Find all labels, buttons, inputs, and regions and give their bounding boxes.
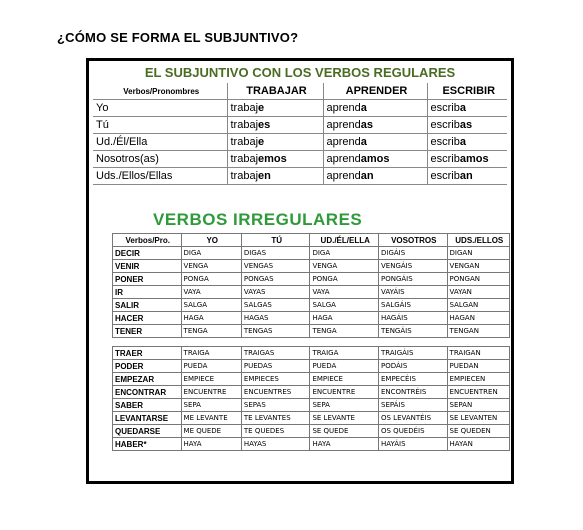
conjugation-cell: TRAIGAN xyxy=(447,347,509,360)
table-row xyxy=(93,134,507,151)
irregular-verbs-table xyxy=(112,233,510,451)
header-cell: YO xyxy=(181,234,241,247)
verb-cell: ENCONTRAR xyxy=(113,386,182,399)
table-row xyxy=(113,299,510,312)
conjugation-cell: PONGA xyxy=(310,273,379,286)
verb-cell: SABER xyxy=(113,399,182,412)
conjugation-cell: EMPIECE xyxy=(310,373,379,386)
table-row xyxy=(113,386,510,399)
conjugation-cell: ENCUENTRES xyxy=(241,386,310,399)
verb-cell: HABER* xyxy=(113,438,182,451)
table-row xyxy=(113,360,510,373)
conjugation-cell: VENGAS xyxy=(241,260,310,273)
trabajar-cell xyxy=(227,134,323,151)
conjugation-cell: HAYA xyxy=(310,438,379,451)
conjugation-cell: EMPIECE xyxy=(181,373,241,386)
conjugation-cell: SE QUEDEN xyxy=(447,425,509,438)
conjugation-cell: VENGÁIS xyxy=(379,260,448,273)
regular-verbs-table xyxy=(93,83,507,185)
verb-ending: an xyxy=(459,170,473,182)
conjugation-cell: EMPECÉIS xyxy=(379,373,448,386)
verb-ending: es xyxy=(258,119,271,131)
verb-stem: escrib xyxy=(430,153,460,165)
conjugation-cell: OS QUEDÉIS xyxy=(379,425,448,438)
header-cell: TRABAJAR xyxy=(227,83,323,100)
conjugation-cell: TRAIGA xyxy=(181,347,241,360)
conjugation-cell: TE QUEDES xyxy=(241,425,310,438)
regular-verbs-title: EL SUBJUNTIVO CON LOS VERBOS REGULARES xyxy=(144,65,456,80)
conjugation-cell: ME QUEDE xyxy=(181,425,241,438)
irregular-verbs-title: VERBOS IRREGULARES xyxy=(153,210,363,229)
conjugation-cell: PUEDA xyxy=(310,360,379,373)
table-row xyxy=(93,151,507,168)
header-cell: Verbos/Pronombres xyxy=(93,83,227,100)
pronoun-cell: Yo xyxy=(93,100,227,117)
verb-ending: a xyxy=(360,102,367,114)
escribir-cell xyxy=(427,117,507,134)
table-row xyxy=(113,399,510,412)
conjugation-cell: TRAIGAS xyxy=(241,347,310,360)
conjugation-cell: VAYÁIS xyxy=(379,286,448,299)
verb-ending: an xyxy=(360,170,374,182)
conjugation-cell: DIGAS xyxy=(241,247,310,260)
header-cell: ESCRIBIR xyxy=(427,83,507,100)
trabajar-cell xyxy=(227,100,323,117)
header-cell: TÚ xyxy=(241,234,310,247)
verb-ending: a xyxy=(459,102,466,114)
aprender-cell xyxy=(323,134,427,151)
conjugation-cell: ME LEVANTE xyxy=(181,412,241,425)
conjugation-cell: EMPIECEN xyxy=(447,373,509,386)
regular-header-row xyxy=(93,83,507,100)
verb-ending: en xyxy=(258,170,271,182)
escribir-cell xyxy=(427,100,507,117)
verb-stem: aprend xyxy=(326,170,361,182)
table-row xyxy=(113,312,510,325)
conjugation-cell: TRAIGA xyxy=(310,347,379,360)
conjugation-cell: DIGAN xyxy=(447,247,509,260)
conjugation-cell: PODÁIS xyxy=(379,360,448,373)
verb-stem: aprend xyxy=(326,153,361,165)
conjugation-cell: PUEDAN xyxy=(447,360,509,373)
verb-ending: amos xyxy=(459,153,489,165)
conjugation-cell: TE LEVANTES xyxy=(241,412,310,425)
verb-ending: e xyxy=(258,102,265,114)
verb-ending: as xyxy=(459,119,473,131)
conjugation-cell: HAYAS xyxy=(241,438,310,451)
page-title: ¿CÓMO SE FORMA EL SUBJUNTIVO? xyxy=(57,30,299,45)
subjunctive-chart xyxy=(86,58,514,484)
verb-cell: SALIR xyxy=(113,299,182,312)
conjugation-cell: SALGAN xyxy=(447,299,509,312)
trabajar-cell xyxy=(227,168,323,185)
conjugation-cell: SALGÁIS xyxy=(379,299,448,312)
trabajar-cell xyxy=(227,117,323,134)
conjugation-cell: DIGÁIS xyxy=(379,247,448,260)
conjugation-cell: DIGA xyxy=(310,247,379,260)
conjugation-cell: HAGA xyxy=(181,312,241,325)
conjugation-cell: SALGAS xyxy=(241,299,310,312)
verb-stem: aprend xyxy=(326,102,361,114)
conjugation-cell: TENGA xyxy=(181,325,241,338)
conjugation-cell: SALGA xyxy=(310,299,379,312)
aprender-cell xyxy=(323,151,427,168)
verb-stem: escrib xyxy=(430,136,460,148)
conjugation-cell: VENGAN xyxy=(447,260,509,273)
conjugation-cell: PONGÁIS xyxy=(379,273,448,286)
table-row xyxy=(113,260,510,273)
conjugation-cell: HAGAS xyxy=(241,312,310,325)
conjugation-cell: VAYAN xyxy=(447,286,509,299)
conjugation-cell: ENCONTRÉIS xyxy=(379,386,448,399)
verb-cell: QUEDARSE xyxy=(113,425,182,438)
verb-stem: trabaj xyxy=(230,102,259,114)
verb-cell: DECIR xyxy=(113,247,182,260)
table-row xyxy=(113,273,510,286)
aprender-cell xyxy=(323,168,427,185)
header-cell: VOSOTROS xyxy=(379,234,448,247)
table-row xyxy=(113,373,510,386)
conjugation-cell: SEPAN xyxy=(447,399,509,412)
table-row xyxy=(93,168,507,185)
verb-stem: trabaj xyxy=(230,170,259,182)
verb-stem: trabaj xyxy=(230,136,259,148)
conjugation-cell: VAYA xyxy=(181,286,241,299)
verb-ending: a xyxy=(459,136,466,148)
aprender-cell xyxy=(323,117,427,134)
conjugation-cell: HAGAN xyxy=(447,312,509,325)
verb-cell: VENIR xyxy=(113,260,182,273)
escribir-cell xyxy=(427,168,507,185)
conjugation-cell: SEPAS xyxy=(241,399,310,412)
verb-stem: escrib xyxy=(430,102,460,114)
verb-cell: IR xyxy=(113,286,182,299)
pronoun-cell: Ud./Él/Ella xyxy=(93,134,227,151)
conjugation-cell: HAYÁIS xyxy=(379,438,448,451)
conjugation-cell: VENGA xyxy=(181,260,241,273)
verb-stem: trabaj xyxy=(230,153,259,165)
verb-cell: TRAER xyxy=(113,347,182,360)
conjugation-cell: TENGA xyxy=(310,325,379,338)
conjugation-cell: VAYA xyxy=(310,286,379,299)
verb-ending: amos xyxy=(360,153,390,165)
table-row xyxy=(113,247,510,260)
table-spacer xyxy=(113,338,510,347)
header-cell: Verbos/Pro. xyxy=(113,234,182,247)
conjugation-cell: HAYA xyxy=(181,438,241,451)
table-row xyxy=(93,117,507,134)
conjugation-cell: PUEDAS xyxy=(241,360,310,373)
escribir-cell xyxy=(427,134,507,151)
conjugation-cell: PONGAS xyxy=(241,273,310,286)
table-row xyxy=(113,425,510,438)
conjugation-cell: EMPIECES xyxy=(241,373,310,386)
conjugation-cell: DIGA xyxy=(181,247,241,260)
header-cell: UD./ÉL/ELLA xyxy=(310,234,379,247)
table-row xyxy=(113,438,510,451)
header-cell: APRENDER xyxy=(323,83,427,100)
table-row xyxy=(113,325,510,338)
conjugation-cell: TRAIGÁIS xyxy=(379,347,448,360)
pronoun-cell: Nosotros(as) xyxy=(93,151,227,168)
conjugation-cell: ENCUENTRE xyxy=(310,386,379,399)
verb-cell: PONER xyxy=(113,273,182,286)
verb-stem: aprend xyxy=(326,119,361,131)
conjugation-cell: TENGÁIS xyxy=(379,325,448,338)
conjugation-cell: HAYAN xyxy=(447,438,509,451)
conjugation-cell: VAYAS xyxy=(241,286,310,299)
conjugation-cell: VENGA xyxy=(310,260,379,273)
conjugation-cell: SEPA xyxy=(181,399,241,412)
verb-cell: EMPEZAR xyxy=(113,373,182,386)
conjugation-cell: PUEDA xyxy=(181,360,241,373)
conjugation-cell: TENGAS xyxy=(241,325,310,338)
table-row xyxy=(113,347,510,360)
verb-cell: TENER xyxy=(113,325,182,338)
escribir-cell xyxy=(427,151,507,168)
trabajar-cell xyxy=(227,151,323,168)
conjugation-cell: HAGÁIS xyxy=(379,312,448,325)
conjugation-cell: OS LEVANTÉIS xyxy=(379,412,448,425)
verb-ending: e xyxy=(258,136,265,148)
verb-ending: as xyxy=(360,119,374,131)
conjugation-cell: ENCUENTREN xyxy=(447,386,509,399)
conjugation-cell: PONGAN xyxy=(447,273,509,286)
conjugation-cell: SEPA xyxy=(310,399,379,412)
conjugation-cell: PONGA xyxy=(181,273,241,286)
verb-ending: a xyxy=(360,136,367,148)
header-cell: UDS./ELLOS xyxy=(447,234,509,247)
verb-stem: escrib xyxy=(430,119,460,131)
pronoun-cell: Uds./Ellos/Ellas xyxy=(93,168,227,185)
verb-cell: LEVANTARSE xyxy=(113,412,182,425)
verb-cell: PODER xyxy=(113,360,182,373)
aprender-cell xyxy=(323,100,427,117)
conjugation-cell: SEPÁIS xyxy=(379,399,448,412)
table-row xyxy=(113,412,510,425)
irregular-header-row xyxy=(113,234,510,247)
conjugation-cell: SE QUEDE xyxy=(310,425,379,438)
conjugation-cell: HAGA xyxy=(310,312,379,325)
verb-stem: escrib xyxy=(430,170,460,182)
verb-ending: emos xyxy=(258,153,287,165)
verb-stem: aprend xyxy=(326,136,361,148)
table-row xyxy=(113,286,510,299)
table-row xyxy=(93,100,507,117)
verb-stem: trabaj xyxy=(230,119,259,131)
conjugation-cell: ENCUENTRE xyxy=(181,386,241,399)
verb-cell: HACER xyxy=(113,312,182,325)
conjugation-cell: SALGA xyxy=(181,299,241,312)
conjugation-cell: SE LEVANTE xyxy=(310,412,379,425)
conjugation-cell: SE LEVANTEN xyxy=(447,412,509,425)
conjugation-cell: TENGAN xyxy=(447,325,509,338)
pronoun-cell: Tú xyxy=(93,117,227,134)
